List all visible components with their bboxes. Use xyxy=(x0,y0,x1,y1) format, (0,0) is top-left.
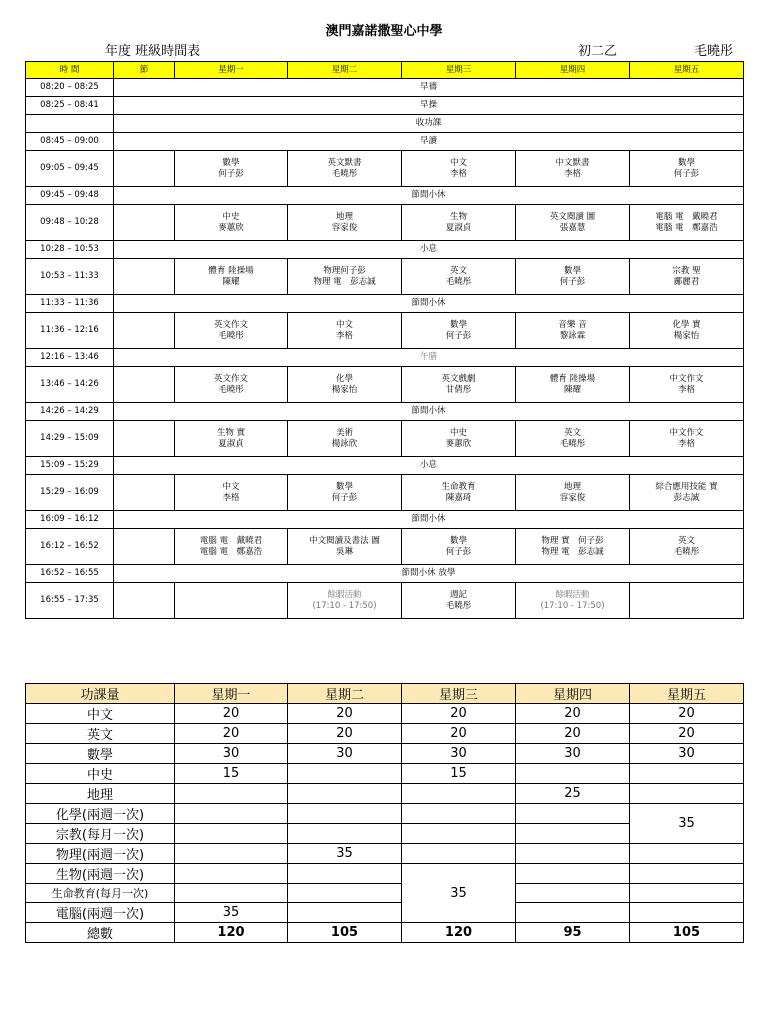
lesson-subject: 英文 xyxy=(677,535,695,546)
timetable-header-row xyxy=(26,62,744,79)
lesson-subject: 中史 xyxy=(449,427,467,438)
break-activity: 節間小休 xyxy=(114,403,744,421)
lesson-cell xyxy=(175,367,288,403)
workload-value: 95 xyxy=(516,923,630,943)
lesson-subject: 數學 xyxy=(335,481,353,492)
workload-row xyxy=(26,784,744,804)
workload-row xyxy=(26,704,744,724)
lesson-cell xyxy=(516,421,630,457)
workload-value xyxy=(175,784,288,804)
lesson-cell xyxy=(288,259,402,295)
workload-subject: 化學(兩週一次) xyxy=(26,804,175,824)
lesson-cell xyxy=(402,313,516,349)
workload-row xyxy=(26,884,744,903)
workload-value xyxy=(288,903,402,923)
lesson-cell xyxy=(175,475,288,511)
workload-value: 120 xyxy=(402,923,516,943)
time-slot: 16:09 – 16:12 xyxy=(26,511,114,529)
workload-value: 20 xyxy=(516,704,630,724)
lesson-teacher: (17:10 - 17:50) xyxy=(312,600,377,611)
break-activity: 節間小休 放學 xyxy=(114,565,744,583)
lesson-subject: 宗教 聖 xyxy=(672,265,701,276)
lesson-cell xyxy=(175,151,288,187)
lesson-subject: 中文作文 xyxy=(669,373,704,384)
lesson-subject: 英文 xyxy=(449,265,467,276)
lesson-teacher: 毛曉彤 xyxy=(218,384,244,395)
period-cell xyxy=(114,529,175,565)
lesson-cell xyxy=(516,367,630,403)
lesson-teacher: 何子彭 xyxy=(673,168,700,179)
lesson-cell xyxy=(630,583,744,619)
workload-value: 30 xyxy=(288,744,402,764)
lesson-teacher: 毛曉彤 xyxy=(331,168,358,179)
workload-value xyxy=(175,824,288,844)
lesson-teacher: 夏淑貞 xyxy=(218,438,244,449)
class-name: 初二乙 xyxy=(578,44,618,59)
time-slot: 16:12 – 16:52 xyxy=(26,529,114,565)
break-activity: 早操 xyxy=(114,97,744,115)
workload-value: 35 xyxy=(175,903,288,923)
lesson-teacher: 李格 xyxy=(222,492,240,503)
lesson-teacher: 毛曉彤 xyxy=(559,438,586,449)
timetable-row xyxy=(26,79,744,97)
lesson-teacher: 李格 xyxy=(563,168,581,179)
lesson-cell xyxy=(630,205,744,241)
lesson-teacher: 毛曉彤 xyxy=(218,330,244,341)
period-cell xyxy=(114,313,175,349)
break-activity: 收功課 xyxy=(114,115,744,133)
lesson-subject: 數學 xyxy=(449,319,467,330)
lesson-subject: 中文 xyxy=(449,157,467,168)
time-slot: 10:28 – 10:53 xyxy=(26,241,114,259)
lesson-teacher: 黎詠霖 xyxy=(559,330,586,341)
workload-value xyxy=(402,824,516,844)
workload-value xyxy=(516,903,630,923)
workload-value xyxy=(516,804,630,824)
lesson-cell xyxy=(402,583,516,619)
workload-value xyxy=(630,764,744,784)
workload-value xyxy=(516,864,630,884)
lesson-subject: 生物 實 xyxy=(216,427,246,438)
lesson-teacher: 麥蕙欣 xyxy=(445,438,472,449)
workload-value xyxy=(175,804,288,824)
workload-value: 20 xyxy=(288,704,402,724)
workload-value: 35 xyxy=(288,844,402,864)
timetable-row xyxy=(26,565,744,583)
lesson-cell xyxy=(630,421,744,457)
timetable-row xyxy=(26,187,744,205)
time-slot: 12:16 – 13:46 xyxy=(26,349,114,367)
homework-workload-table xyxy=(25,683,744,943)
lesson-teacher: 李格 xyxy=(335,330,353,341)
lesson-subject: 化學 實 xyxy=(672,319,701,330)
workload-value xyxy=(175,884,288,903)
workload-value: 15 xyxy=(175,764,288,784)
lesson-teacher: 楊家怡 xyxy=(331,384,358,395)
break-activity: 午膳 xyxy=(114,349,744,367)
workload-value: 20 xyxy=(516,724,630,744)
time-slot: 13:46 – 14:26 xyxy=(26,367,114,403)
lesson-subject: 數學 xyxy=(677,157,695,168)
period-cell xyxy=(114,205,175,241)
period-cell xyxy=(114,421,175,457)
lesson-cell xyxy=(175,205,288,241)
workload-value: 15 xyxy=(402,764,516,784)
timetable-row xyxy=(26,583,744,619)
workload-value xyxy=(402,784,516,804)
lesson-teacher: 何子彭 xyxy=(331,492,358,503)
lesson-teacher: 李格 xyxy=(677,384,695,395)
lesson-teacher: 陳耀 xyxy=(222,276,240,287)
break-activity: 節間小休 xyxy=(114,187,744,205)
workload-value: 30 xyxy=(516,744,630,764)
workload-value xyxy=(288,884,402,903)
timetable-column-header: 星期四 xyxy=(516,62,630,79)
workload-value xyxy=(516,844,630,864)
workload-value: 25 xyxy=(516,784,630,804)
workload-value: 20 xyxy=(175,724,288,744)
lesson-subject: 電腦 電 戴曉君 xyxy=(199,535,263,546)
lesson-cell xyxy=(175,259,288,295)
lesson-cell xyxy=(630,529,744,565)
lesson-subject: 英文作文 xyxy=(213,373,248,384)
time-slot: 14:26 – 14:29 xyxy=(26,403,114,421)
lesson-cell xyxy=(630,151,744,187)
lesson-teacher: 夏淑貞 xyxy=(445,222,472,233)
lesson-teacher: 楊詠欣 xyxy=(331,438,358,449)
lesson-subject: 化學 xyxy=(335,373,353,384)
workload-value: 120 xyxy=(175,923,288,943)
teacher-name: 毛曉彤 xyxy=(694,44,734,59)
lesson-subject: 中文作文 xyxy=(669,427,704,438)
lesson-cell xyxy=(516,205,630,241)
break-activity: 節間小休 xyxy=(114,295,744,313)
workload-row xyxy=(26,864,744,884)
lesson-subject: 英文默書 xyxy=(327,157,362,168)
workload-total-row xyxy=(26,923,744,943)
lesson-cell xyxy=(288,421,402,457)
workload-column-header: 星期三 xyxy=(402,684,516,704)
workload-value: 20 xyxy=(402,724,516,744)
workload-value xyxy=(288,864,402,884)
lesson-subject: 綜合應用技能 實 xyxy=(655,481,718,492)
lesson-teacher: 物理 電 彭志誠 xyxy=(313,276,376,287)
lesson-cell xyxy=(402,205,516,241)
lesson-subject: 生命教育 xyxy=(441,481,476,492)
lesson-subject: 物理 實 何子彭 xyxy=(541,535,604,546)
lesson-subject: 數學 xyxy=(449,535,467,546)
time-slot: 09:05 – 09:45 xyxy=(26,151,114,187)
workload-value xyxy=(630,864,744,884)
workload-column-header: 星期五 xyxy=(630,684,744,704)
lesson-cell xyxy=(402,259,516,295)
time-slot: 08:25 – 08:41 xyxy=(26,97,114,115)
lesson-cell xyxy=(516,313,630,349)
lesson-teacher: 毛曉彤 xyxy=(673,546,700,557)
timetable-column-header: 星期二 xyxy=(288,62,402,79)
lesson-teacher: 容家俊 xyxy=(559,492,586,503)
lesson-subject: 中史 xyxy=(222,211,240,222)
time-slot xyxy=(26,115,114,133)
lesson-teacher: 楊家怡 xyxy=(673,330,700,341)
lesson-subject: 物理何子彭 xyxy=(323,265,366,276)
workload-value xyxy=(288,764,402,784)
lesson-cell xyxy=(288,529,402,565)
lesson-cell xyxy=(288,205,402,241)
time-slot: 08:45 – 09:00 xyxy=(26,133,114,151)
lesson-subject: 英文閱讀 圖 xyxy=(549,211,596,222)
period-cell xyxy=(114,583,175,619)
lesson-subject: 中文 xyxy=(222,481,240,492)
lesson-cell xyxy=(630,475,744,511)
lesson-teacher: 吳琳 xyxy=(335,546,353,557)
lesson-subject: 餘暇活動 xyxy=(327,589,362,600)
lesson-teacher: 陳耀 xyxy=(563,384,581,395)
lesson-subject: 中文默書 xyxy=(555,157,590,168)
workload-value: 30 xyxy=(402,744,516,764)
lesson-teacher: 麥蕙欣 xyxy=(218,222,244,233)
lesson-cell xyxy=(288,151,402,187)
timetable-row xyxy=(26,115,744,133)
lesson-subject: 生物 xyxy=(449,211,467,222)
workload-value: 35 xyxy=(630,804,744,844)
lesson-subject: 美術 xyxy=(335,427,353,438)
time-slot: 14:29 – 15:09 xyxy=(26,421,114,457)
workload-value: 20 xyxy=(630,724,744,744)
lesson-subject: 數學 xyxy=(222,157,240,168)
workload-value xyxy=(516,824,630,844)
workload-subject: 地理 xyxy=(26,784,175,804)
workload-value: 20 xyxy=(402,704,516,724)
timetable-row xyxy=(26,313,744,349)
time-slot: 15:29 – 16:09 xyxy=(26,475,114,511)
break-activity: 早禱 xyxy=(114,79,744,97)
lesson-subject: 地理 xyxy=(335,211,353,222)
timetable-row xyxy=(26,529,744,565)
lesson-teacher: 彭志誠 xyxy=(673,492,700,503)
workload-row xyxy=(26,804,744,824)
lesson-cell xyxy=(516,583,630,619)
timetable-row xyxy=(26,511,744,529)
document-title: 年度 班級時間表 xyxy=(105,44,201,59)
workload-value xyxy=(516,884,630,903)
lesson-subject: 數學 xyxy=(563,265,581,276)
lesson-subject: 週記 xyxy=(449,589,467,600)
time-slot: 08:20 – 08:25 xyxy=(26,79,114,97)
lesson-teacher: 甘倩彤 xyxy=(445,384,472,395)
timetable-row xyxy=(26,295,744,313)
timetable-row xyxy=(26,259,744,295)
lesson-teacher: 毛曉彤 xyxy=(445,600,472,611)
workload-value xyxy=(175,844,288,864)
lesson-cell xyxy=(175,421,288,457)
lesson-cell xyxy=(402,367,516,403)
lesson-cell xyxy=(516,151,630,187)
timetable-row xyxy=(26,457,744,475)
lesson-cell xyxy=(402,475,516,511)
lesson-cell xyxy=(516,475,630,511)
workload-value xyxy=(630,784,744,804)
school-name: 澳門嘉諾撒聖心中學 xyxy=(325,24,443,39)
workload-subject: 中文 xyxy=(26,704,175,724)
period-cell xyxy=(114,259,175,295)
workload-value: 105 xyxy=(630,923,744,943)
lesson-cell xyxy=(288,367,402,403)
lesson-cell xyxy=(516,529,630,565)
workload-subject: 電腦(兩週一次) xyxy=(26,903,175,923)
class-timetable xyxy=(25,61,744,619)
timetable-column-header: 節 xyxy=(114,62,175,79)
workload-row xyxy=(26,724,744,744)
workload-value: 20 xyxy=(630,704,744,724)
workload-value: 30 xyxy=(630,744,744,764)
workload-column-header: 星期一 xyxy=(175,684,288,704)
time-slot: 15:09 – 15:29 xyxy=(26,457,114,475)
lesson-cell xyxy=(402,421,516,457)
timetable-row xyxy=(26,151,744,187)
lesson-cell xyxy=(175,529,288,565)
break-activity: 早讀 xyxy=(114,133,744,151)
lesson-subject: 電腦 電 戴曉君 xyxy=(655,211,718,222)
workload-subject: 宗教(每月一次) xyxy=(26,824,175,844)
lesson-cell xyxy=(288,313,402,349)
time-slot: 11:33 – 11:36 xyxy=(26,295,114,313)
workload-value xyxy=(402,844,516,864)
lesson-teacher: 陳嘉琦 xyxy=(445,492,472,503)
break-activity: 節間小休 xyxy=(114,511,744,529)
lesson-teacher: 何子彭 xyxy=(445,546,472,557)
workload-row xyxy=(26,844,744,864)
workload-value xyxy=(630,903,744,923)
timetable-row xyxy=(26,367,744,403)
lesson-subject: 餘暇活動 xyxy=(555,589,590,600)
lesson-cell xyxy=(630,367,744,403)
lesson-subject: 英文戲劇 xyxy=(441,373,476,384)
lesson-subject: 中文閱讀及書法 圖 xyxy=(309,535,380,546)
lesson-subject: 體育 陸操場 xyxy=(549,373,596,384)
workload-subject: 生命教育(每月一次) xyxy=(26,884,175,903)
workload-value: 105 xyxy=(288,923,402,943)
lesson-teacher: 何子彭 xyxy=(218,168,244,179)
workload-value xyxy=(175,864,288,884)
period-cell xyxy=(114,367,175,403)
lesson-cell xyxy=(288,475,402,511)
timetable-row xyxy=(26,205,744,241)
time-slot: 11:36 – 12:16 xyxy=(26,313,114,349)
timetable-row xyxy=(26,421,744,457)
lesson-subject: 中文 xyxy=(335,319,353,330)
lesson-subject: 體育 陸操場 xyxy=(208,265,254,276)
period-cell xyxy=(114,151,175,187)
lesson-cell xyxy=(402,529,516,565)
lesson-teacher: 何子彭 xyxy=(445,330,472,341)
lesson-subject: 英文 xyxy=(563,427,581,438)
lesson-cell xyxy=(516,259,630,295)
timetable-column-header: 星期五 xyxy=(630,62,744,79)
workload-value xyxy=(288,784,402,804)
workload-subject: 數學 xyxy=(26,744,175,764)
lesson-teacher: 物理 電 彭志誠 xyxy=(541,546,604,557)
workload-value xyxy=(288,824,402,844)
workload-value: 35 xyxy=(402,864,516,923)
timetable-column-header: 時 間 xyxy=(26,62,114,79)
break-activity: 小息 xyxy=(114,457,744,475)
lesson-teacher: 毛曉彤 xyxy=(445,276,472,287)
timetable-column-header: 星期一 xyxy=(175,62,288,79)
timetable-column-header: 星期三 xyxy=(402,62,516,79)
lesson-teacher: 張嘉慧 xyxy=(559,222,586,233)
time-slot: 09:48 – 10:28 xyxy=(26,205,114,241)
time-slot: 09:45 – 09:48 xyxy=(26,187,114,205)
time-slot: 10:53 – 11:33 xyxy=(26,259,114,295)
workload-row xyxy=(26,764,744,784)
workload-row xyxy=(26,903,744,923)
workload-subject: 英文 xyxy=(26,724,175,744)
timetable-row xyxy=(26,349,744,367)
lesson-teacher: 電腦 電 鄭嘉浩 xyxy=(655,222,718,233)
workload-subject: 中史 xyxy=(26,764,175,784)
lesson-cell xyxy=(630,259,744,295)
lesson-teacher: 容家俊 xyxy=(331,222,358,233)
workload-value: 30 xyxy=(175,744,288,764)
time-slot: 16:55 – 17:35 xyxy=(26,583,114,619)
timetable-row xyxy=(26,403,744,421)
workload-row xyxy=(26,744,744,764)
break-activity: 小息 xyxy=(114,241,744,259)
timetable-row xyxy=(26,97,744,115)
workload-column-header: 功課量 xyxy=(26,684,175,704)
period-cell xyxy=(114,475,175,511)
workload-subject: 總數 xyxy=(26,923,175,943)
lesson-teacher: (17:10 - 17:50) xyxy=(540,600,605,611)
lesson-cell xyxy=(175,583,288,619)
timetable-row xyxy=(26,241,744,259)
workload-column-header: 星期二 xyxy=(288,684,402,704)
lesson-teacher: 何子彭 xyxy=(559,276,586,287)
lesson-teacher: 電腦 電 鄭嘉浩 xyxy=(199,546,263,557)
lesson-teacher: 鄺麗君 xyxy=(673,276,700,287)
lesson-cell xyxy=(288,583,402,619)
lesson-cell xyxy=(402,151,516,187)
lesson-teacher: 李格 xyxy=(449,168,467,179)
timetable-row xyxy=(26,133,744,151)
workload-value xyxy=(402,804,516,824)
lesson-teacher: 李格 xyxy=(677,438,695,449)
workload-value xyxy=(630,844,744,864)
time-slot: 16:52 – 16:55 xyxy=(26,565,114,583)
lesson-cell xyxy=(175,313,288,349)
lesson-cell xyxy=(630,313,744,349)
workload-column-header: 星期四 xyxy=(516,684,630,704)
workload-subject: 生物(兩週一次) xyxy=(26,864,175,884)
workload-header-row xyxy=(26,684,744,704)
workload-subject: 物理(兩週一次) xyxy=(26,844,175,864)
lesson-subject: 英文作文 xyxy=(213,319,248,330)
workload-value: 20 xyxy=(175,704,288,724)
workload-value xyxy=(288,804,402,824)
lesson-subject: 音樂 音 xyxy=(558,319,587,330)
workload-value: 20 xyxy=(288,724,402,744)
workload-value xyxy=(516,764,630,784)
workload-value xyxy=(630,884,744,903)
lesson-subject: 地理 xyxy=(563,481,581,492)
timetable-row xyxy=(26,475,744,511)
